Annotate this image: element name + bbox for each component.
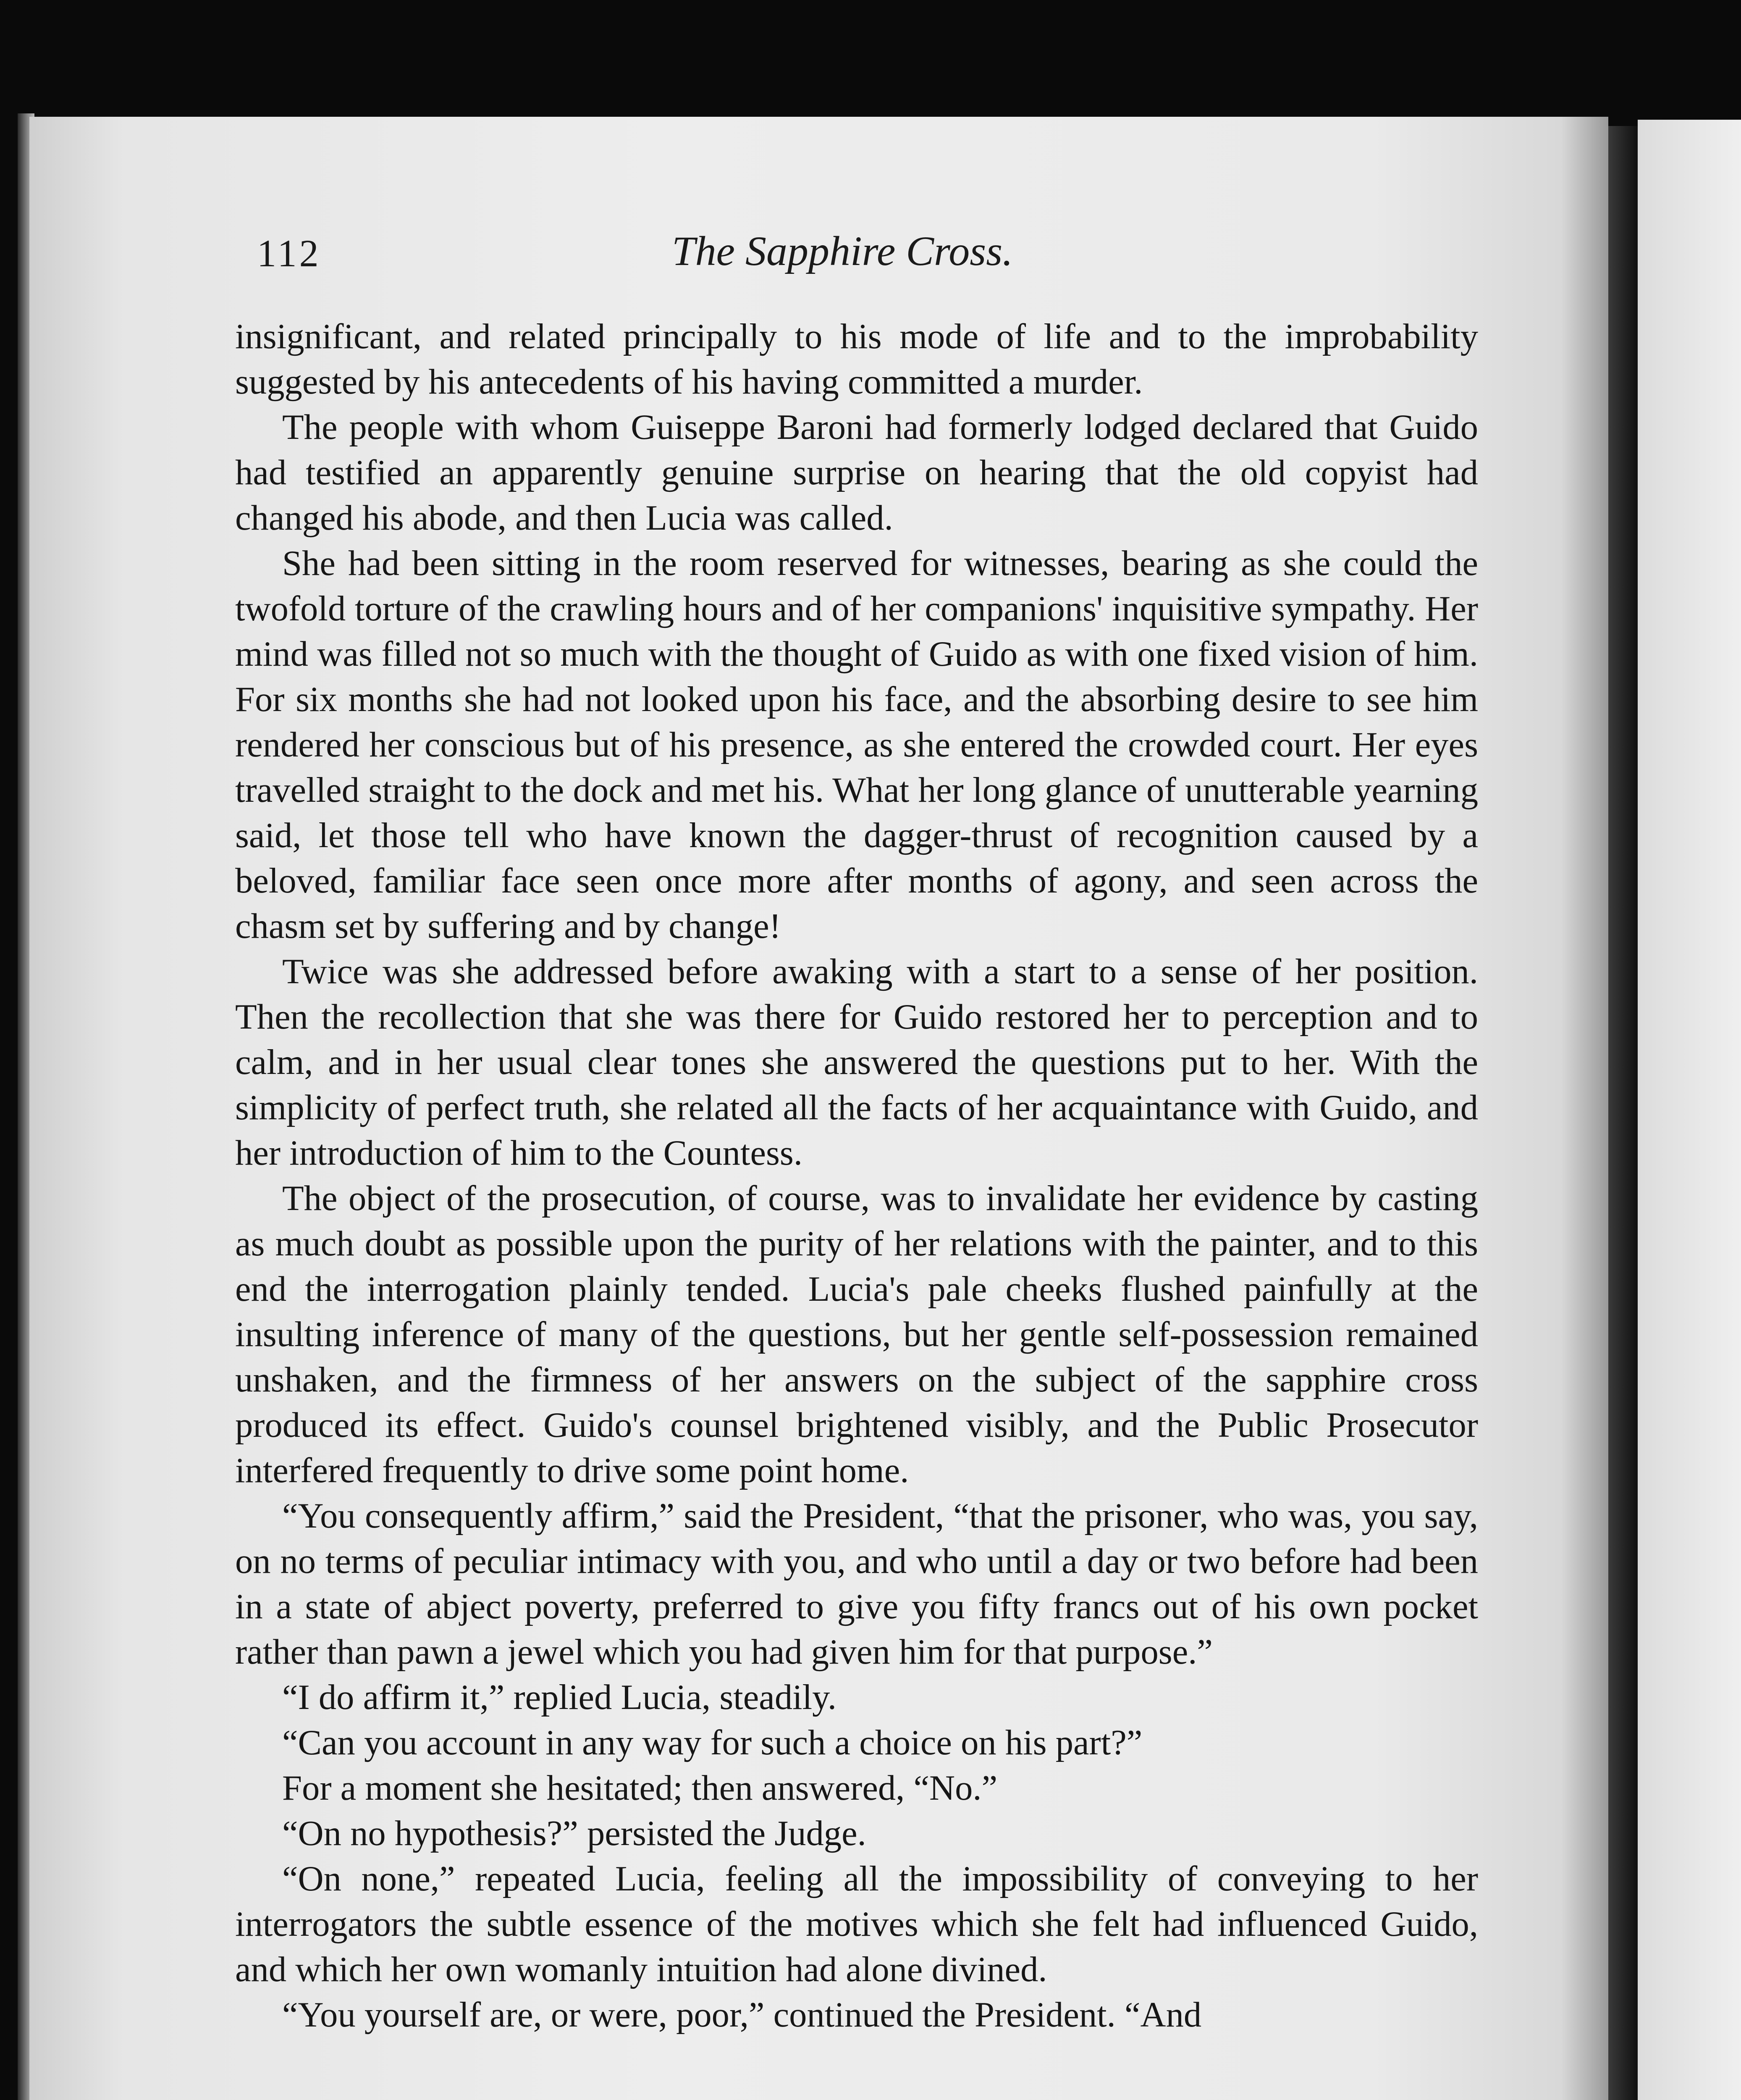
paragraph: For a moment she hesitated; then answered, “No.” xyxy=(282,1769,998,1808)
paragraph: “On no hypothesis?” persisted the Judge. xyxy=(282,1814,866,1853)
paragraph: “Can you account in any way for such a choice on his part?” xyxy=(282,1723,1143,1762)
paragraph: She had been sitting in the room reserved for witnesses, bearing as she could the twofold torture of the crawling hours and of her companions' inquisitive sympathy. Her mind was filled not so much with the thought of Guido as with one fixed vision of him. For six months she had not looked upon his face, and the absorbing desire to see him rendered her conscious but of his presence, as she entered the crowded court. Her eyes travelled straight to the dock and met his. What her long glance of unutterable yearning said, let those tell who have known the dagger-thrust of recognition caused by a beloved, familiar face seen once more after months of agony, and seen across the chasm set by suffering and by change! xyxy=(235,544,1478,946)
page-number: 112 xyxy=(257,232,321,275)
paragraph: “You yourself are, or were, poor,” continued the President. “And xyxy=(282,1995,1202,2034)
paragraph: The object of the prosecution, of course, was to invalidate her evidence by casting as much doubt as possible upon the purity of her relations with the painter, and to this end the interrogation plainly tended. Lucia's pale cheeks flushed painfully at the insulting inference of many of the questions, but her gentle self-possession remained unshaken, and the firmness of her answers on the subject of the sapphire cross produced its effect. Guido's counsel brightened visibly, and the Public Prosecutor interfered frequently to drive some point home. xyxy=(235,1179,1478,1490)
book-gutter xyxy=(1608,126,1638,2100)
book-title: The Sapphire Cross. xyxy=(672,228,1013,274)
paragraph: “You consequently affirm,” said the President, “that the prisoner, who was, you say, on no terms of peculiar intimacy with you, and who until a day or two before had been in a state of abject poverty, preferred to give you fifty francs out of his own pocket rather than pawn a jewel which you had given him for that purpose.” xyxy=(235,1496,1478,1672)
paragraph: insignificant, and related principally to his mode of life and to the improbability suggested by his antecedents of his having committed a murder. xyxy=(235,317,1478,402)
facing-page-edge xyxy=(1638,120,1741,2100)
paragraph: The people with whom Guiseppe Baroni had formerly lodged declared that Guido had testified an apparently genuine surprise on hearing that the old copyist had changed his abode, and then Lucia was called. xyxy=(235,408,1478,538)
body-text xyxy=(235,314,1478,2038)
paragraph: “On none,” repeated Lucia, feeling all the impossibility of conveying to her interrogators the subtle essence of the motives which she felt had influenced Guido, and which her own womanly intuition had alone divined. xyxy=(235,1859,1478,1989)
paragraph: Twice was she addressed before awaking with a start to a sense of her position. Then the recollection that she was there for Guido restored her to perception and to calm, and in her usual clear tones she answered the questions put to her. With the simplicity of perfect truth, she related all the facts of her acquaintance with Guido, and her introduction of him to the Countess. xyxy=(235,952,1478,1173)
paragraph: “I do affirm it,” replied Lucia, steadily. xyxy=(282,1678,837,1717)
running-head xyxy=(0,218,1741,281)
